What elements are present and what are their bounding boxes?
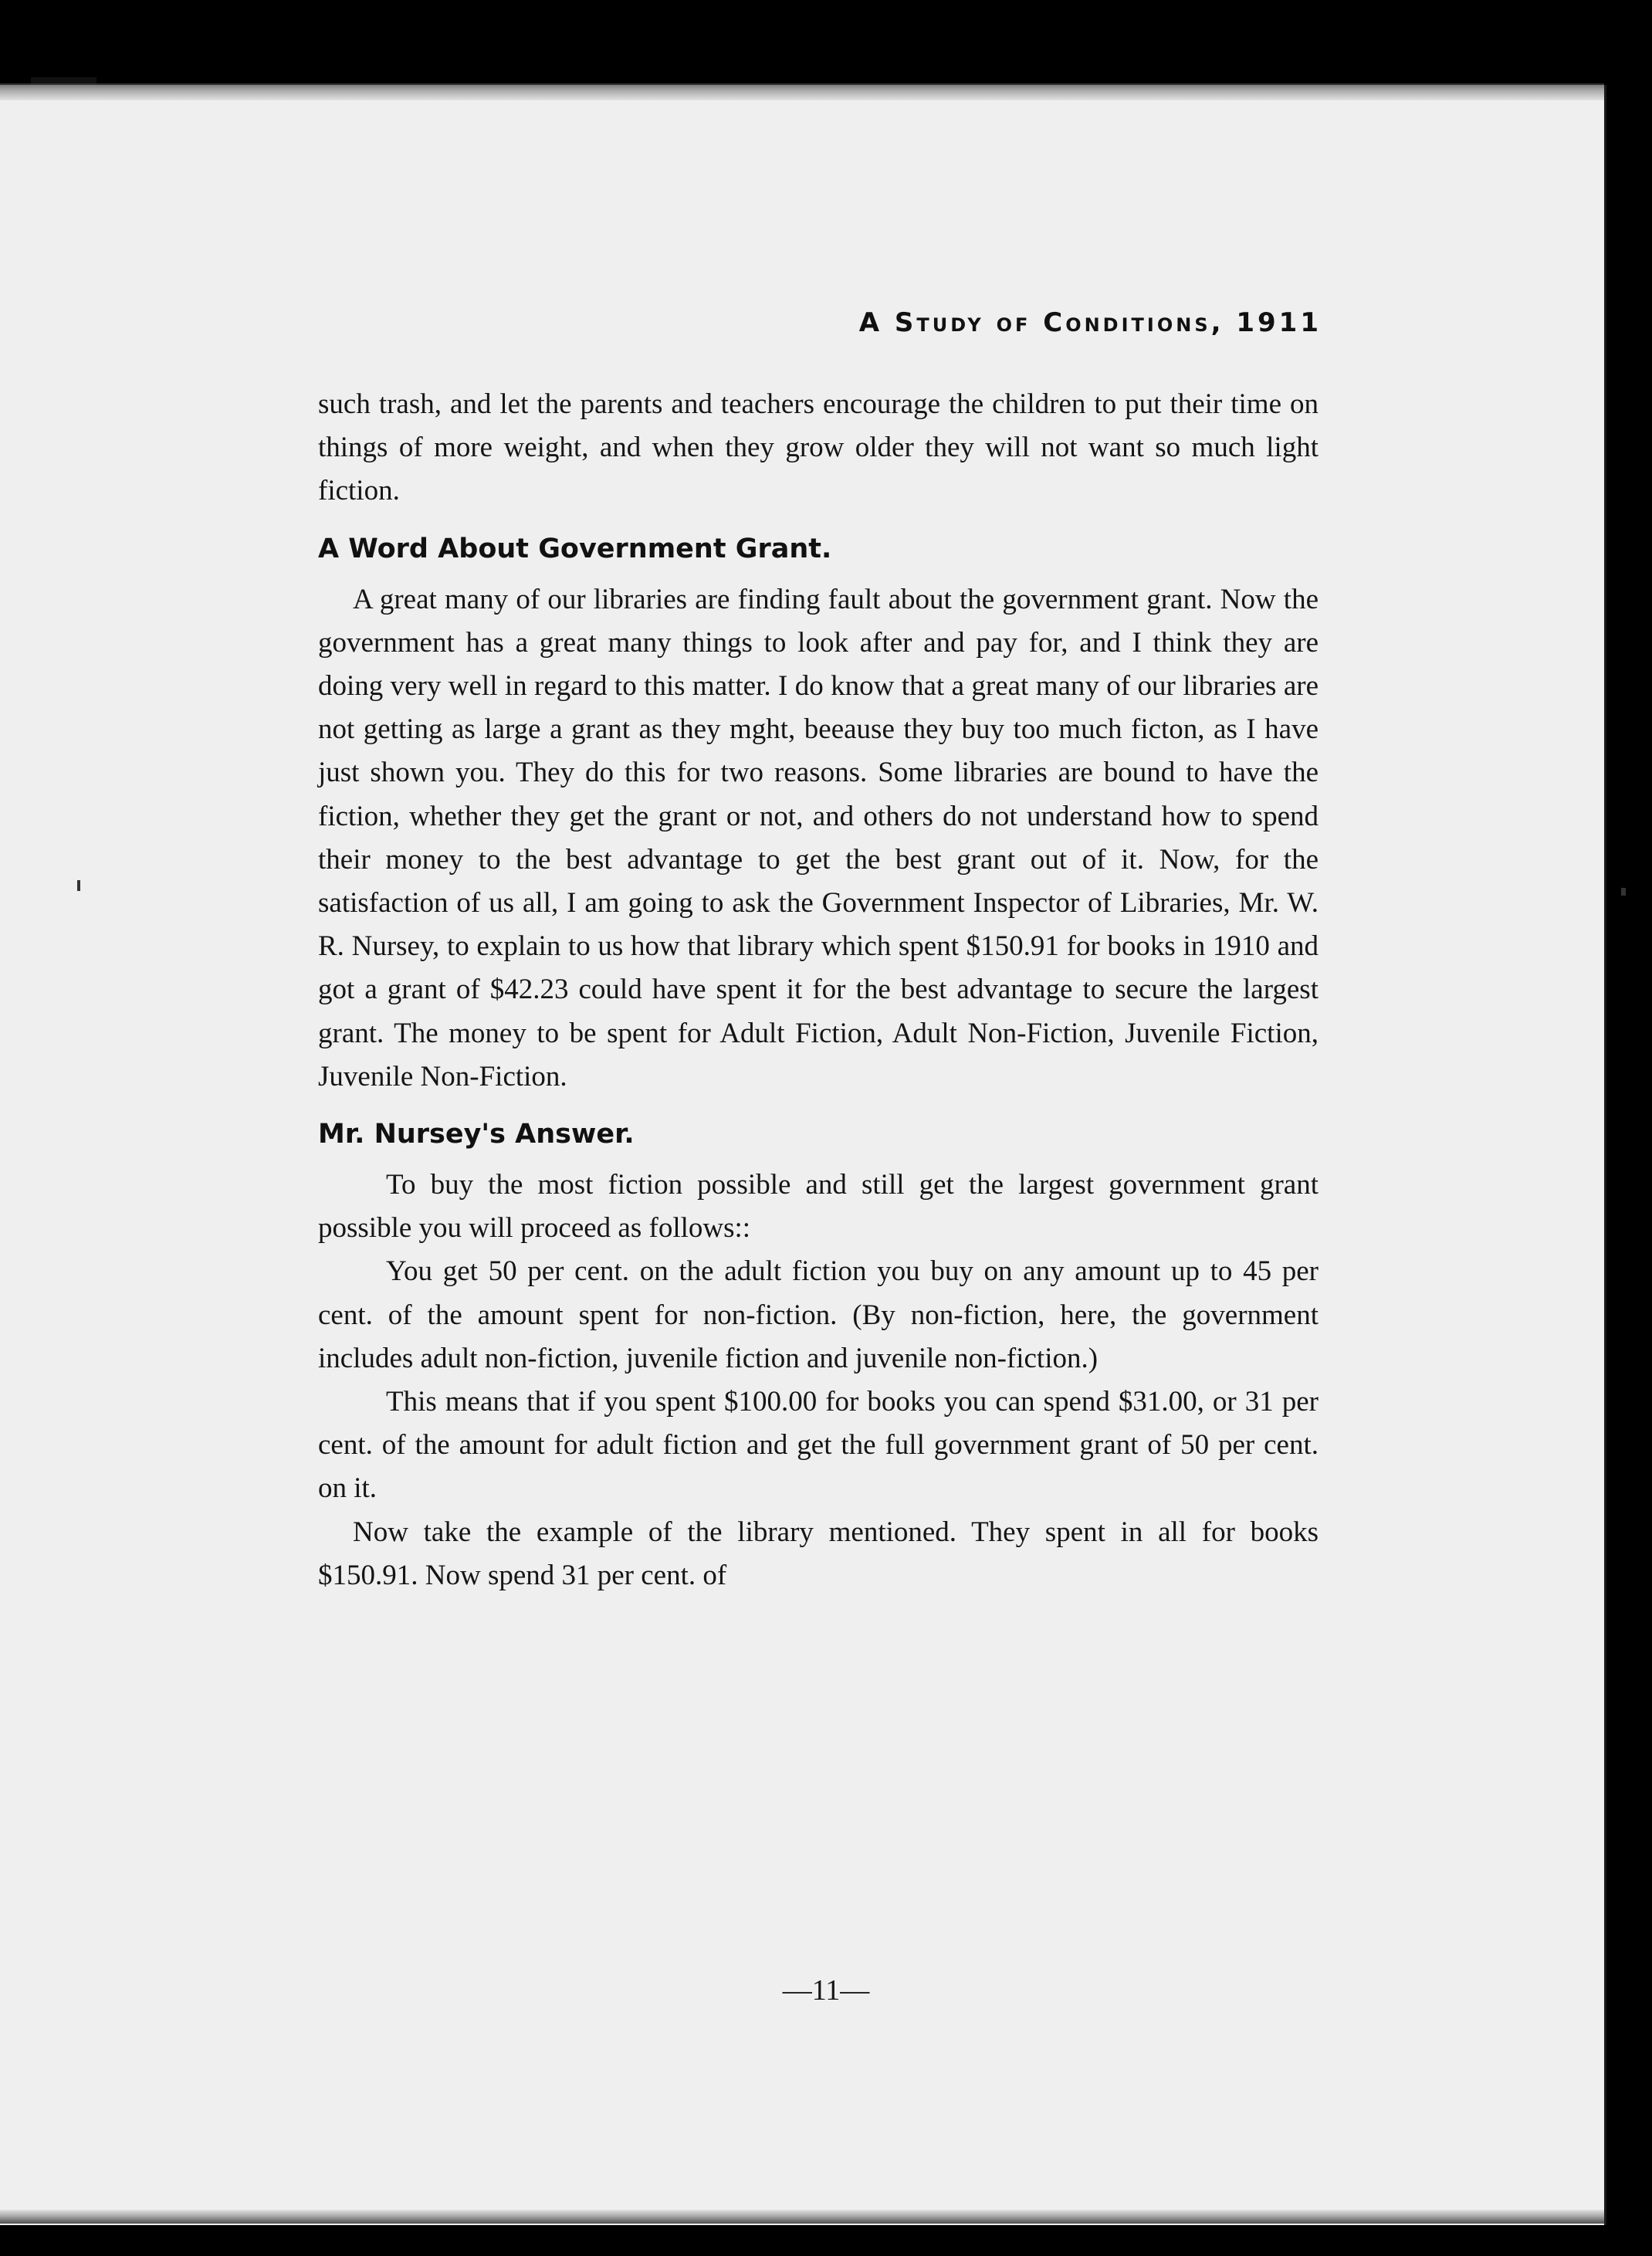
paragraph-government-grant: A great many of our libraries are finding fault about the government grant. Now the government has a great many things to look after and pay for, and I think they are doing very well in regard to this matter. I do know that a great many of our libraries are not getting as large a grant as they mght, beeause they buy too much ficton, as I have just shown you. They do this for two reasons. Some libraries are bound to have the fiction, whether they get the grant or not, and others do not understand how to spend their money to the best advantage to get the best grant out of it. Now, for the satisfaction of us all, I am going to ask the Government Inspector of Libraries, Mr. W. R. Nursey, to explain to us how that library which spent $150.91 for books in 1910 and got a grant of $42.23 could have spent it for the best advantage to secure the largest grant. The money to be spent for Adult Fiction, Adult Non-Fiction, Juvenile Fiction, Juvenile Non-Fiction. (318, 583, 1319, 1092)
scan-speck (77, 880, 80, 891)
paragraph-fifty-percent: You get 50 per cent. on the adult fiction you buy on any amount up to 45 per cent. of the amount spent for non-fiction. (By non-fiction, here, the government includes adult non-fiction, juvenile fiction and juvenile non-fiction.) (318, 1255, 1319, 1374)
paragraph-answer-intro: To buy the most fiction possible and still get the largest government grant possible you will proceed as follows:: (318, 1169, 1319, 1245)
scan-speck (1621, 888, 1626, 896)
section-heading-government-grant: A Word About Government Grant. (318, 533, 832, 564)
paragraph-example: Now take the example of the library mentioned. They spent in all for books $150.91. Now spend 31 per cent. of (318, 1516, 1319, 1591)
page-top-edge (0, 83, 1604, 100)
page-body (318, 383, 1319, 1597)
running-head: A Study of Conditions, 1911 (858, 307, 1322, 338)
paragraph-continued: such trash, and let the parents and teachers encourage the children to put their time on things of more weight, and when they grow older they will not want so much light fiction. (318, 388, 1319, 507)
paragraph-hundred-dollars: This means that if you spent $100.00 for books you can spend $31.00, or 31 per cent. of the amount for adult fiction and get the full government grant of 50 per cent. on it. (318, 1386, 1319, 1505)
section-heading-nursey-answer: Mr. Nursey's Answer. (318, 1119, 635, 1150)
page-number: —11— (782, 1974, 870, 2007)
page-bottom-edge (0, 2210, 1604, 2224)
